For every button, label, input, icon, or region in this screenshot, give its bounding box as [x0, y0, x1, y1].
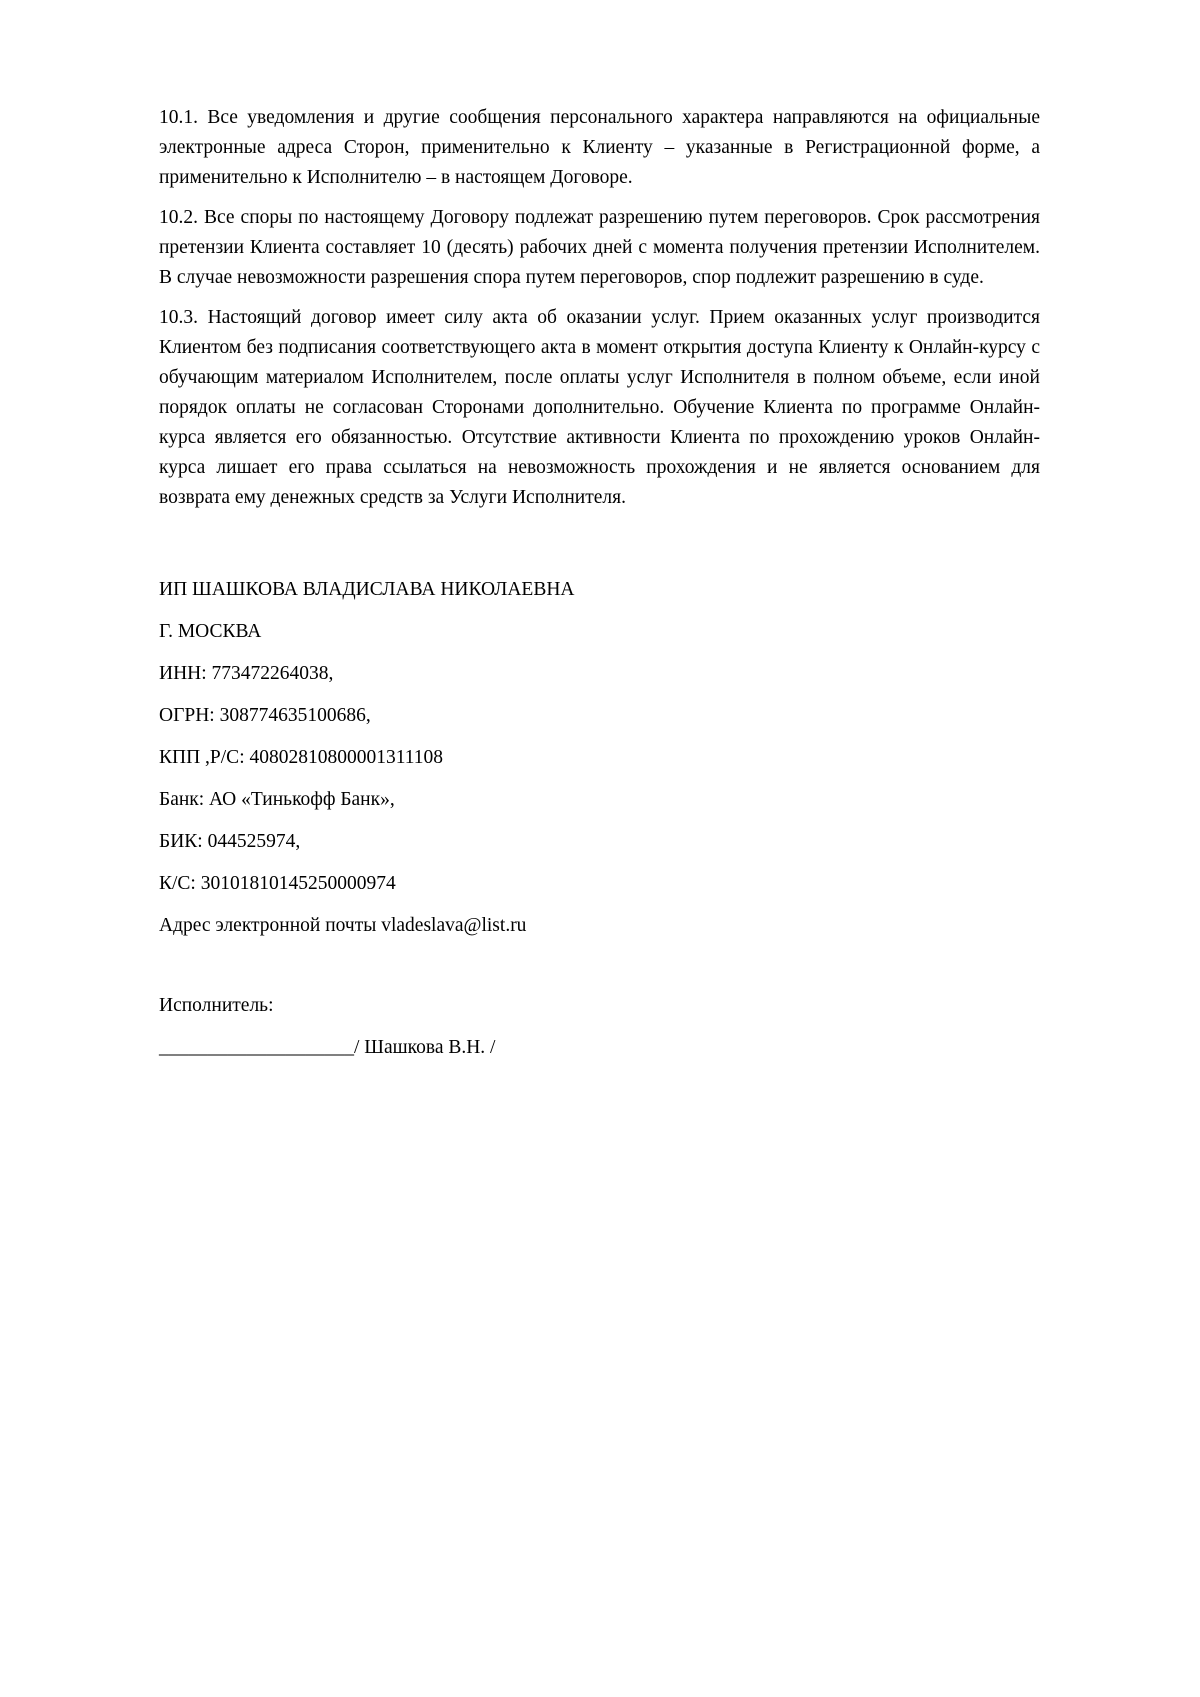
clause-10-3: 10.3. Настоящий договор имеет силу акта об оказании услуг. Прием оказанных услуг производится Клиентом без подписания соответствующего акта в момент открытия доступа Клиенту к Онлайн-курсу с обучающим материалом Исполнителем, после оплаты услуг Исполнителя в полном объеме, если иной порядок оплаты не согласован Сторонами дополнительно. Обучение Клиента по программе Онлайн-курса является его обязанностью. Отсутствие активности Клиента по прохождению уроков Онлайн-курса лишает его права ссылаться на невозможность прохождения и не является основанием для возврата ему денежных средств за Услуги Исполнителя.: [159, 307, 1040, 508]
email-line: Адрес электронной почты vladeslava@list.ru: [159, 915, 527, 936]
ogrn-line: ОГРН: 308774635100686,: [159, 705, 371, 726]
clause-10-2: 10.2. Все споры по настоящему Договору подлежат разрешению путем переговоров. Срок рассмотрения претензии Клиента составляет 10 (десять) рабочих дней с момента получения претензии Исполнителем. В случае невозможности разрешения спора путем переговоров, спор подлежит разрешению в суде.: [159, 207, 1040, 288]
company-city: Г. МОСКВА: [159, 621, 262, 642]
corr-account-line: К/С: 30101810145250000974: [159, 873, 396, 894]
kpp-account-line: КПП ,Р/С: 40802810800001311108: [159, 747, 444, 768]
inn-line: ИНН: 773472264038,: [159, 663, 334, 684]
clause-10-1: 10.1. Все уведомления и другие сообщения персонального характера направляются на официальные электронные адреса Сторон, применительно к Клиенту – указанные в Регистрационной форме, а применительно к Исполнителю – в настоящем Договоре.: [159, 107, 1040, 188]
signature-role-label: Исполнитель:: [159, 995, 274, 1016]
bank-line: Банк: АО «Тинькофф Банк»,: [159, 789, 395, 810]
signature-section: [159, 953, 1040, 1063]
bik-line: БИК: 044525974,: [159, 831, 301, 852]
signature-blank-line: ____________________: [159, 1037, 354, 1058]
requisites-section: [159, 523, 1040, 941]
contract-clauses-section: [159, 103, 1040, 513]
signature-name: / Шашкова В.Н. /: [354, 1037, 496, 1058]
signature-row: [159, 1033, 1040, 1063]
company-name: ИП ШАШКОВА ВЛАДИСЛАВА НИКОЛАЕВНА: [159, 579, 575, 600]
